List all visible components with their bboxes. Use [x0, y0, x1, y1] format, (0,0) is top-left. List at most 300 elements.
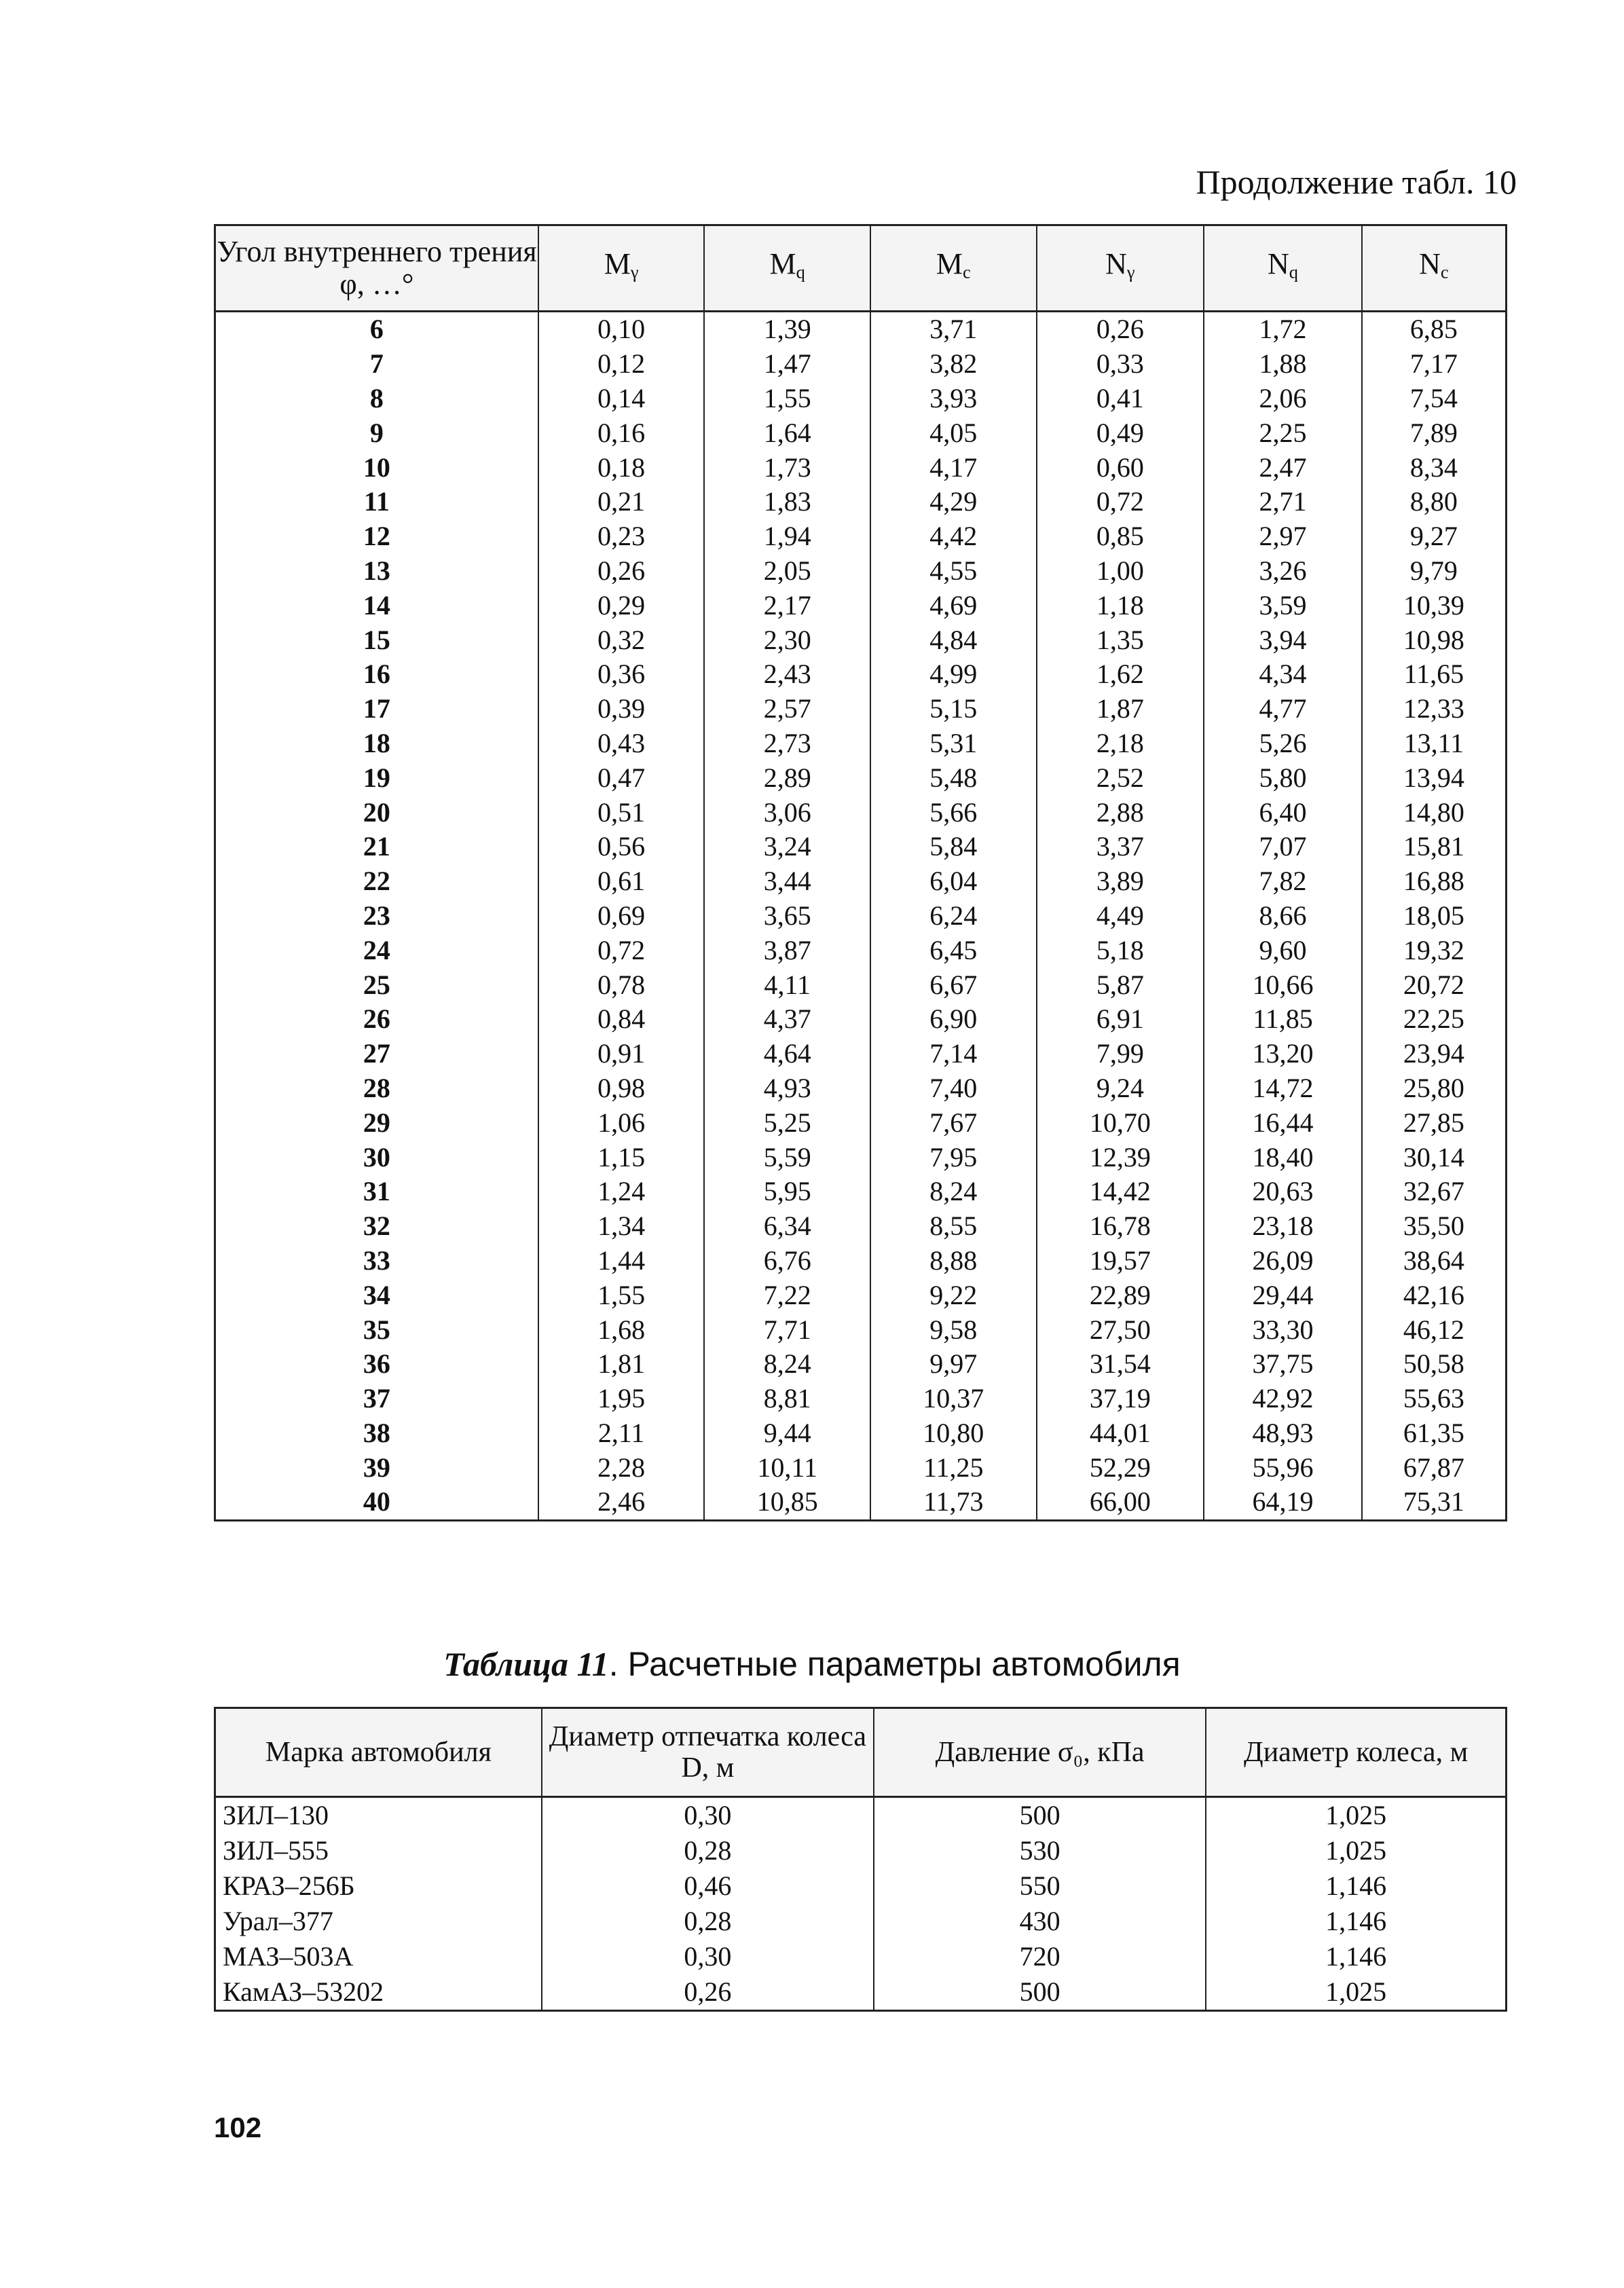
table-header-row — [215, 1708, 1507, 1797]
table-cell: 530 — [874, 1833, 1206, 1868]
table-cell: 9,22 — [870, 1278, 1037, 1312]
table-cell: 42,16 — [1362, 1278, 1507, 1312]
table-cell: КРАЗ–256Б — [215, 1868, 542, 1904]
table-cell: 2,43 — [704, 657, 870, 692]
table-cell: 0,69 — [538, 899, 705, 934]
table-row — [215, 1278, 1507, 1312]
table-cell: 720 — [874, 1939, 1206, 1974]
table-cell: 32,67 — [1362, 1175, 1507, 1209]
table-cell: 0,78 — [538, 967, 705, 1002]
header-m-q: $M_q$ — [704, 225, 870, 312]
table-cell: 19 — [215, 760, 538, 795]
table-cell: 25,80 — [1362, 1071, 1507, 1106]
table-cell: 25 — [215, 967, 538, 1002]
table-cell: 5,66 — [870, 795, 1037, 830]
table-cell: 4,42 — [870, 519, 1037, 554]
table-cell: 4,05 — [870, 416, 1037, 450]
table-cell: 9,27 — [1362, 519, 1507, 554]
table-cell: 18 — [215, 726, 538, 761]
table-cell: 1,15 — [538, 1140, 705, 1175]
table-cell: 10,39 — [1362, 588, 1507, 623]
table-cell: 55,96 — [1204, 1450, 1362, 1485]
table-row — [215, 347, 1507, 382]
table-cell: 4,37 — [704, 1002, 870, 1037]
table-cell: 37,19 — [1037, 1382, 1204, 1416]
table-cell: 1,025 — [1206, 1797, 1506, 1834]
table-cell: 1,025 — [1206, 1974, 1506, 2011]
table-cell: 1,94 — [704, 519, 870, 554]
table-cell: 1,39 — [704, 312, 870, 347]
table11-body — [215, 1797, 1507, 2011]
table-cell: 0,16 — [538, 416, 705, 450]
table-cell: 15,81 — [1362, 830, 1507, 864]
table-cell: 5,15 — [870, 692, 1037, 726]
table-cell: 10,85 — [704, 1485, 870, 1520]
table-row — [215, 1071, 1507, 1106]
table-cell: 6,04 — [870, 864, 1037, 899]
table-cell: 50,58 — [1362, 1347, 1507, 1382]
table-cell: 3,82 — [870, 347, 1037, 382]
table-row — [215, 1485, 1507, 1520]
table-cell: 5,31 — [870, 726, 1037, 761]
table-row — [215, 726, 1507, 761]
table-cell: ЗИЛ–555 — [215, 1833, 542, 1868]
table-cell: 5,48 — [870, 760, 1037, 795]
table-cell: 64,19 — [1204, 1485, 1362, 1520]
table-cell: 4,84 — [870, 623, 1037, 657]
table-cell: 8,34 — [1362, 450, 1507, 485]
table-cell: 10,70 — [1037, 1105, 1204, 1140]
table-row — [215, 795, 1507, 830]
table-cell: 10,80 — [870, 1416, 1037, 1451]
table-cell: 1,62 — [1037, 657, 1204, 692]
table-row — [215, 450, 1507, 485]
header-n-gamma: $N_\gamma$ — [1037, 225, 1204, 312]
table-cell: 0,41 — [1037, 382, 1204, 416]
table-cell: 14,72 — [1204, 1071, 1362, 1106]
table-cell: 14,80 — [1362, 795, 1507, 830]
header-m-c: $M_c$ — [870, 225, 1037, 312]
table-row — [215, 1450, 1507, 1485]
table-row — [215, 312, 1507, 347]
table-cell: 0,39 — [538, 692, 705, 726]
table-cell: 26 — [215, 1002, 538, 1037]
table-cell: 0,26 — [542, 1974, 874, 2011]
table-row — [215, 1904, 1507, 1939]
table-cell: 3,24 — [704, 830, 870, 864]
table-cell: 2,46 — [538, 1485, 705, 1520]
table-cell: 7,22 — [704, 1278, 870, 1312]
table-cell: 26,09 — [1204, 1244, 1362, 1278]
table-cell: 18,40 — [1204, 1140, 1362, 1175]
table-cell: 48,93 — [1204, 1416, 1362, 1451]
table-cell: 22 — [215, 864, 538, 899]
table-cell: 1,64 — [704, 416, 870, 450]
table-cell: 0,30 — [542, 1939, 874, 1974]
table-cell: 1,44 — [538, 1244, 705, 1278]
table-cell: 16 — [215, 657, 538, 692]
table-row — [215, 623, 1507, 657]
table-cell: 5,59 — [704, 1140, 870, 1175]
table10-body — [215, 312, 1507, 1521]
table-cell: 1,146 — [1206, 1939, 1506, 1974]
table-cell: 0,28 — [542, 1833, 874, 1868]
table-cell: 7,95 — [870, 1140, 1037, 1175]
table-cell: 8,24 — [704, 1347, 870, 1382]
table-row — [215, 1833, 1507, 1868]
table-cell: 7,67 — [870, 1105, 1037, 1140]
table-cell: 35 — [215, 1312, 538, 1347]
table-cell: 0,72 — [538, 933, 705, 967]
table-cell: 3,94 — [1204, 623, 1362, 657]
table-cell: 1,146 — [1206, 1904, 1506, 1939]
table-cell: 2,88 — [1037, 795, 1204, 830]
table-cell: 22,89 — [1037, 1278, 1204, 1312]
header-m-gamma: $M_\gamma$ — [538, 225, 705, 312]
table-cell: 29,44 — [1204, 1278, 1362, 1312]
table-cell: 2,57 — [704, 692, 870, 726]
table-cell: 0,21 — [538, 485, 705, 519]
table-cell: 7,99 — [1037, 1037, 1204, 1071]
table-cell: 9,60 — [1204, 933, 1362, 967]
table-cell: 4,64 — [704, 1037, 870, 1071]
table-cell: 500 — [874, 1797, 1206, 1834]
table-cell: 2,17 — [704, 588, 870, 623]
table-cell: 1,24 — [538, 1175, 705, 1209]
table-cell: 14 — [215, 588, 538, 623]
table-cell: 2,89 — [704, 760, 870, 795]
table-cell: 8 — [215, 382, 538, 416]
table-cell: 3,89 — [1037, 864, 1204, 899]
table-cell: 8,24 — [870, 1175, 1037, 1209]
table-cell: 4,17 — [870, 450, 1037, 485]
table-cell: 44,01 — [1037, 1416, 1204, 1451]
table-cell: 14,42 — [1037, 1175, 1204, 1209]
table-cell: 3,87 — [704, 933, 870, 967]
table-cell: 6,45 — [870, 933, 1037, 967]
table-cell: 0,60 — [1037, 450, 1204, 485]
table-cell: 1,55 — [704, 382, 870, 416]
table-cell: 0,33 — [1037, 347, 1204, 382]
table-cell: 11,25 — [870, 1450, 1037, 1485]
table-cell: 33,30 — [1204, 1312, 1362, 1347]
table-row — [215, 692, 1507, 726]
table-cell: 4,77 — [1204, 692, 1362, 726]
table-cell: 1,025 — [1206, 1833, 1506, 1868]
table-row — [215, 1037, 1507, 1071]
table-row — [215, 933, 1507, 967]
table-row — [215, 1382, 1507, 1416]
table-cell: 0,18 — [538, 450, 705, 485]
table-cell: 6,90 — [870, 1002, 1037, 1037]
table-cell: 500 — [874, 1974, 1206, 2011]
table-cell: 66,00 — [1037, 1485, 1204, 1520]
table-cell: 3,93 — [870, 382, 1037, 416]
table-cell: 3,44 — [704, 864, 870, 899]
table-cell: 12,39 — [1037, 1140, 1204, 1175]
table-cell: 10,66 — [1204, 967, 1362, 1002]
table-cell: 2,06 — [1204, 382, 1362, 416]
table-cell: 6,91 — [1037, 1002, 1204, 1037]
table-cell: 0,36 — [538, 657, 705, 692]
table-cell: 75,31 — [1362, 1485, 1507, 1520]
table-cell: 0,84 — [538, 1002, 705, 1037]
table-cell: МАЗ–503А — [215, 1939, 542, 1974]
table-cell: 2,71 — [1204, 485, 1362, 519]
table-cell: 8,88 — [870, 1244, 1037, 1278]
table-cell: 4,29 — [870, 485, 1037, 519]
table-cell: 61,35 — [1362, 1416, 1507, 1451]
table-cell: 23 — [215, 899, 538, 934]
table-cell: 5,18 — [1037, 933, 1204, 967]
table-cell: 55,63 — [1362, 1382, 1507, 1416]
table-cell: 27,85 — [1362, 1105, 1507, 1140]
table-cell: 11,85 — [1204, 1002, 1362, 1037]
table-cell: 1,34 — [538, 1209, 705, 1244]
table-cell: 23,94 — [1362, 1037, 1507, 1071]
table-cell: 8,55 — [870, 1209, 1037, 1244]
table-cell: 8,66 — [1204, 899, 1362, 934]
table-cell: 30,14 — [1362, 1140, 1507, 1175]
table-cell: 6,76 — [704, 1244, 870, 1278]
table-cell: 22,25 — [1362, 1002, 1507, 1037]
continuation-label: Продолжение табл. 10 — [1196, 163, 1517, 201]
table-cell: 36 — [215, 1347, 538, 1382]
table-cell: 37,75 — [1204, 1347, 1362, 1382]
table-cell: 4,99 — [870, 657, 1037, 692]
table-cell: 1,72 — [1204, 312, 1362, 347]
page-number: 102 — [214, 2111, 262, 2143]
table-cell: 13,94 — [1362, 760, 1507, 795]
table-cell: 5,80 — [1204, 760, 1362, 795]
table-cell: 1,00 — [1037, 554, 1204, 589]
table-cell: 3,06 — [704, 795, 870, 830]
table-cell: ЗИЛ–130 — [215, 1797, 542, 1834]
table-cell: 0,43 — [538, 726, 705, 761]
table-row — [215, 967, 1507, 1002]
table-cell: 8,81 — [704, 1382, 870, 1416]
table-cell: 0,32 — [538, 623, 705, 657]
table-cell: 1,06 — [538, 1105, 705, 1140]
table-cell: 7,17 — [1362, 347, 1507, 382]
table-cell: 2,25 — [1204, 416, 1362, 450]
table-cell: 5,26 — [1204, 726, 1362, 761]
table-cell: 6,34 — [704, 1209, 870, 1244]
table-cell: 38 — [215, 1416, 538, 1451]
table-cell: 17 — [215, 692, 538, 726]
table-cell: 6,85 — [1362, 312, 1507, 347]
table-cell: 1,81 — [538, 1347, 705, 1382]
table-cell: 7,14 — [870, 1037, 1037, 1071]
table-cell: 0,12 — [538, 347, 705, 382]
table-cell: 550 — [874, 1868, 1206, 1904]
table-cell: 6,67 — [870, 967, 1037, 1002]
table-cell: 1,18 — [1037, 588, 1204, 623]
table-cell: 2,11 — [538, 1416, 705, 1451]
table-row — [215, 1347, 1507, 1382]
table-cell: 20 — [215, 795, 538, 830]
table-row — [215, 1312, 1507, 1347]
table-cell: 1,68 — [538, 1312, 705, 1347]
table-cell: 1,88 — [1204, 347, 1362, 382]
table-cell: 12 — [215, 519, 538, 554]
table-cell: 23,18 — [1204, 1209, 1362, 1244]
table-cell: 6,24 — [870, 899, 1037, 934]
table-cell: 9,24 — [1037, 1071, 1204, 1106]
table-cell: 1,83 — [704, 485, 870, 519]
table-row — [215, 1209, 1507, 1244]
table-row — [215, 1175, 1507, 1209]
table-row — [215, 1002, 1507, 1037]
table-cell: 3,71 — [870, 312, 1037, 347]
table-cell: 2,73 — [704, 726, 870, 761]
table-cell: 1,73 — [704, 450, 870, 485]
table-cell: 0,91 — [538, 1037, 705, 1071]
table-cell: 1,146 — [1206, 1868, 1506, 1904]
table-cell: 52,29 — [1037, 1450, 1204, 1485]
table-cell: 0,23 — [538, 519, 705, 554]
table-cell: 1,47 — [704, 347, 870, 382]
table11-title: Таблица 11. Расчетные параметры автомобиля — [443, 1645, 1181, 1683]
table-row — [215, 657, 1507, 692]
table-cell: 13,20 — [1204, 1037, 1362, 1071]
table-row — [215, 1974, 1507, 2011]
table-row — [215, 1244, 1507, 1278]
table-cell: 9,58 — [870, 1312, 1037, 1347]
table-cell: 1,55 — [538, 1278, 705, 1312]
table-cell: 38,64 — [1362, 1244, 1507, 1278]
table-cell: КамАЗ–53202 — [215, 1974, 542, 2011]
table-cell: 27 — [215, 1037, 538, 1071]
table-cell: 1,87 — [1037, 692, 1204, 726]
table-row — [215, 899, 1507, 934]
header-phi: Угол внутреннего трения φ, …° — [215, 225, 538, 312]
table-cell: 2,52 — [1037, 760, 1204, 795]
table-row — [215, 1105, 1507, 1140]
table-cell: 0,29 — [538, 588, 705, 623]
table-cell: 1,35 — [1037, 623, 1204, 657]
table-cell: 31 — [215, 1175, 538, 1209]
table-cell: 33 — [215, 1244, 538, 1278]
vehicle-parameters-table — [214, 1707, 1507, 2012]
table-cell: 21 — [215, 830, 538, 864]
table-cell: 4,69 — [870, 588, 1037, 623]
table-cell: 9,44 — [704, 1416, 870, 1451]
table-cell: 34 — [215, 1278, 538, 1312]
table-cell: 40 — [215, 1485, 538, 1520]
table-cell: 0,26 — [538, 554, 705, 589]
table-cell: 39 — [215, 1450, 538, 1485]
table-cell: 0,28 — [542, 1904, 874, 1939]
table-cell: 20,63 — [1204, 1175, 1362, 1209]
table-cell: 10,37 — [870, 1382, 1037, 1416]
table-cell: 0,47 — [538, 760, 705, 795]
table-cell: 3,37 — [1037, 830, 1204, 864]
table-row — [215, 760, 1507, 795]
table-cell: 430 — [874, 1904, 1206, 1939]
table-cell: 10 — [215, 450, 538, 485]
table-cell: 7 — [215, 347, 538, 382]
table-cell: 29 — [215, 1105, 538, 1140]
table-cell: 7,82 — [1204, 864, 1362, 899]
table-cell: 3,59 — [1204, 588, 1362, 623]
table-cell: 12,33 — [1362, 692, 1507, 726]
table-cell: 0,98 — [538, 1071, 705, 1106]
table-cell: 0,46 — [542, 1868, 874, 1904]
table-cell: 13,11 — [1362, 726, 1507, 761]
table-row — [215, 864, 1507, 899]
table-cell: Урал–377 — [215, 1904, 542, 1939]
table-cell: 2,47 — [1204, 450, 1362, 485]
table-row — [215, 416, 1507, 450]
table-cell: 42,92 — [1204, 1382, 1362, 1416]
table-cell: 19,32 — [1362, 933, 1507, 967]
table-cell: 31,54 — [1037, 1347, 1204, 1382]
header-print-diameter: Диаметр отпечатка колеса D, м — [542, 1708, 874, 1797]
table-cell: 4,49 — [1037, 899, 1204, 934]
table-cell: 4,34 — [1204, 657, 1362, 692]
table-row — [215, 519, 1507, 554]
table-cell: 16,44 — [1204, 1105, 1362, 1140]
table-cell: 0,30 — [542, 1797, 874, 1834]
header-n-q: $N_q$ — [1204, 225, 1362, 312]
table-cell: 67,87 — [1362, 1450, 1507, 1485]
table-cell: 13 — [215, 554, 538, 589]
table-cell: 2,18 — [1037, 726, 1204, 761]
table-cell: 4,55 — [870, 554, 1037, 589]
table-cell: 2,30 — [704, 623, 870, 657]
table-row — [215, 554, 1507, 589]
table-cell: 0,26 — [1037, 312, 1204, 347]
table-cell: 0,10 — [538, 312, 705, 347]
table-row — [215, 382, 1507, 416]
table-cell: 28 — [215, 1071, 538, 1106]
table-cell: 0,14 — [538, 382, 705, 416]
table-row — [215, 588, 1507, 623]
table-cell: 5,84 — [870, 830, 1037, 864]
table-cell: 24 — [215, 933, 538, 967]
table-cell: 32 — [215, 1209, 538, 1244]
table-cell: 37 — [215, 1382, 538, 1416]
table-cell: 7,89 — [1362, 416, 1507, 450]
table-cell: 7,40 — [870, 1071, 1037, 1106]
table-cell: 11,65 — [1362, 657, 1507, 692]
table-row — [215, 1797, 1507, 1834]
table-cell: 16,78 — [1037, 1209, 1204, 1244]
table-header-row — [215, 225, 1507, 312]
table-cell: 19,57 — [1037, 1244, 1204, 1278]
table-cell: 9,97 — [870, 1347, 1037, 1382]
table-row — [215, 1416, 1507, 1451]
table-cell: 16,88 — [1362, 864, 1507, 899]
table-cell: 4,93 — [704, 1071, 870, 1106]
table-cell: 5,95 — [704, 1175, 870, 1209]
table-cell: 20,72 — [1362, 967, 1507, 1002]
table-cell: 30 — [215, 1140, 538, 1175]
table-cell: 8,80 — [1362, 485, 1507, 519]
table-cell: 4,11 — [704, 967, 870, 1002]
header-pressure: Давление σ₀, кПа — [874, 1708, 1206, 1797]
header-n-c: $N_c$ — [1362, 225, 1507, 312]
table-cell: 6 — [215, 312, 538, 347]
table-cell: 9,79 — [1362, 554, 1507, 589]
table-cell: 11 — [215, 485, 538, 519]
table-cell: 3,26 — [1204, 554, 1362, 589]
table-cell: 0,51 — [538, 795, 705, 830]
table-cell: 5,25 — [704, 1105, 870, 1140]
header-brand: Марка автомобиля — [215, 1708, 542, 1797]
table-cell: 10,98 — [1362, 623, 1507, 657]
